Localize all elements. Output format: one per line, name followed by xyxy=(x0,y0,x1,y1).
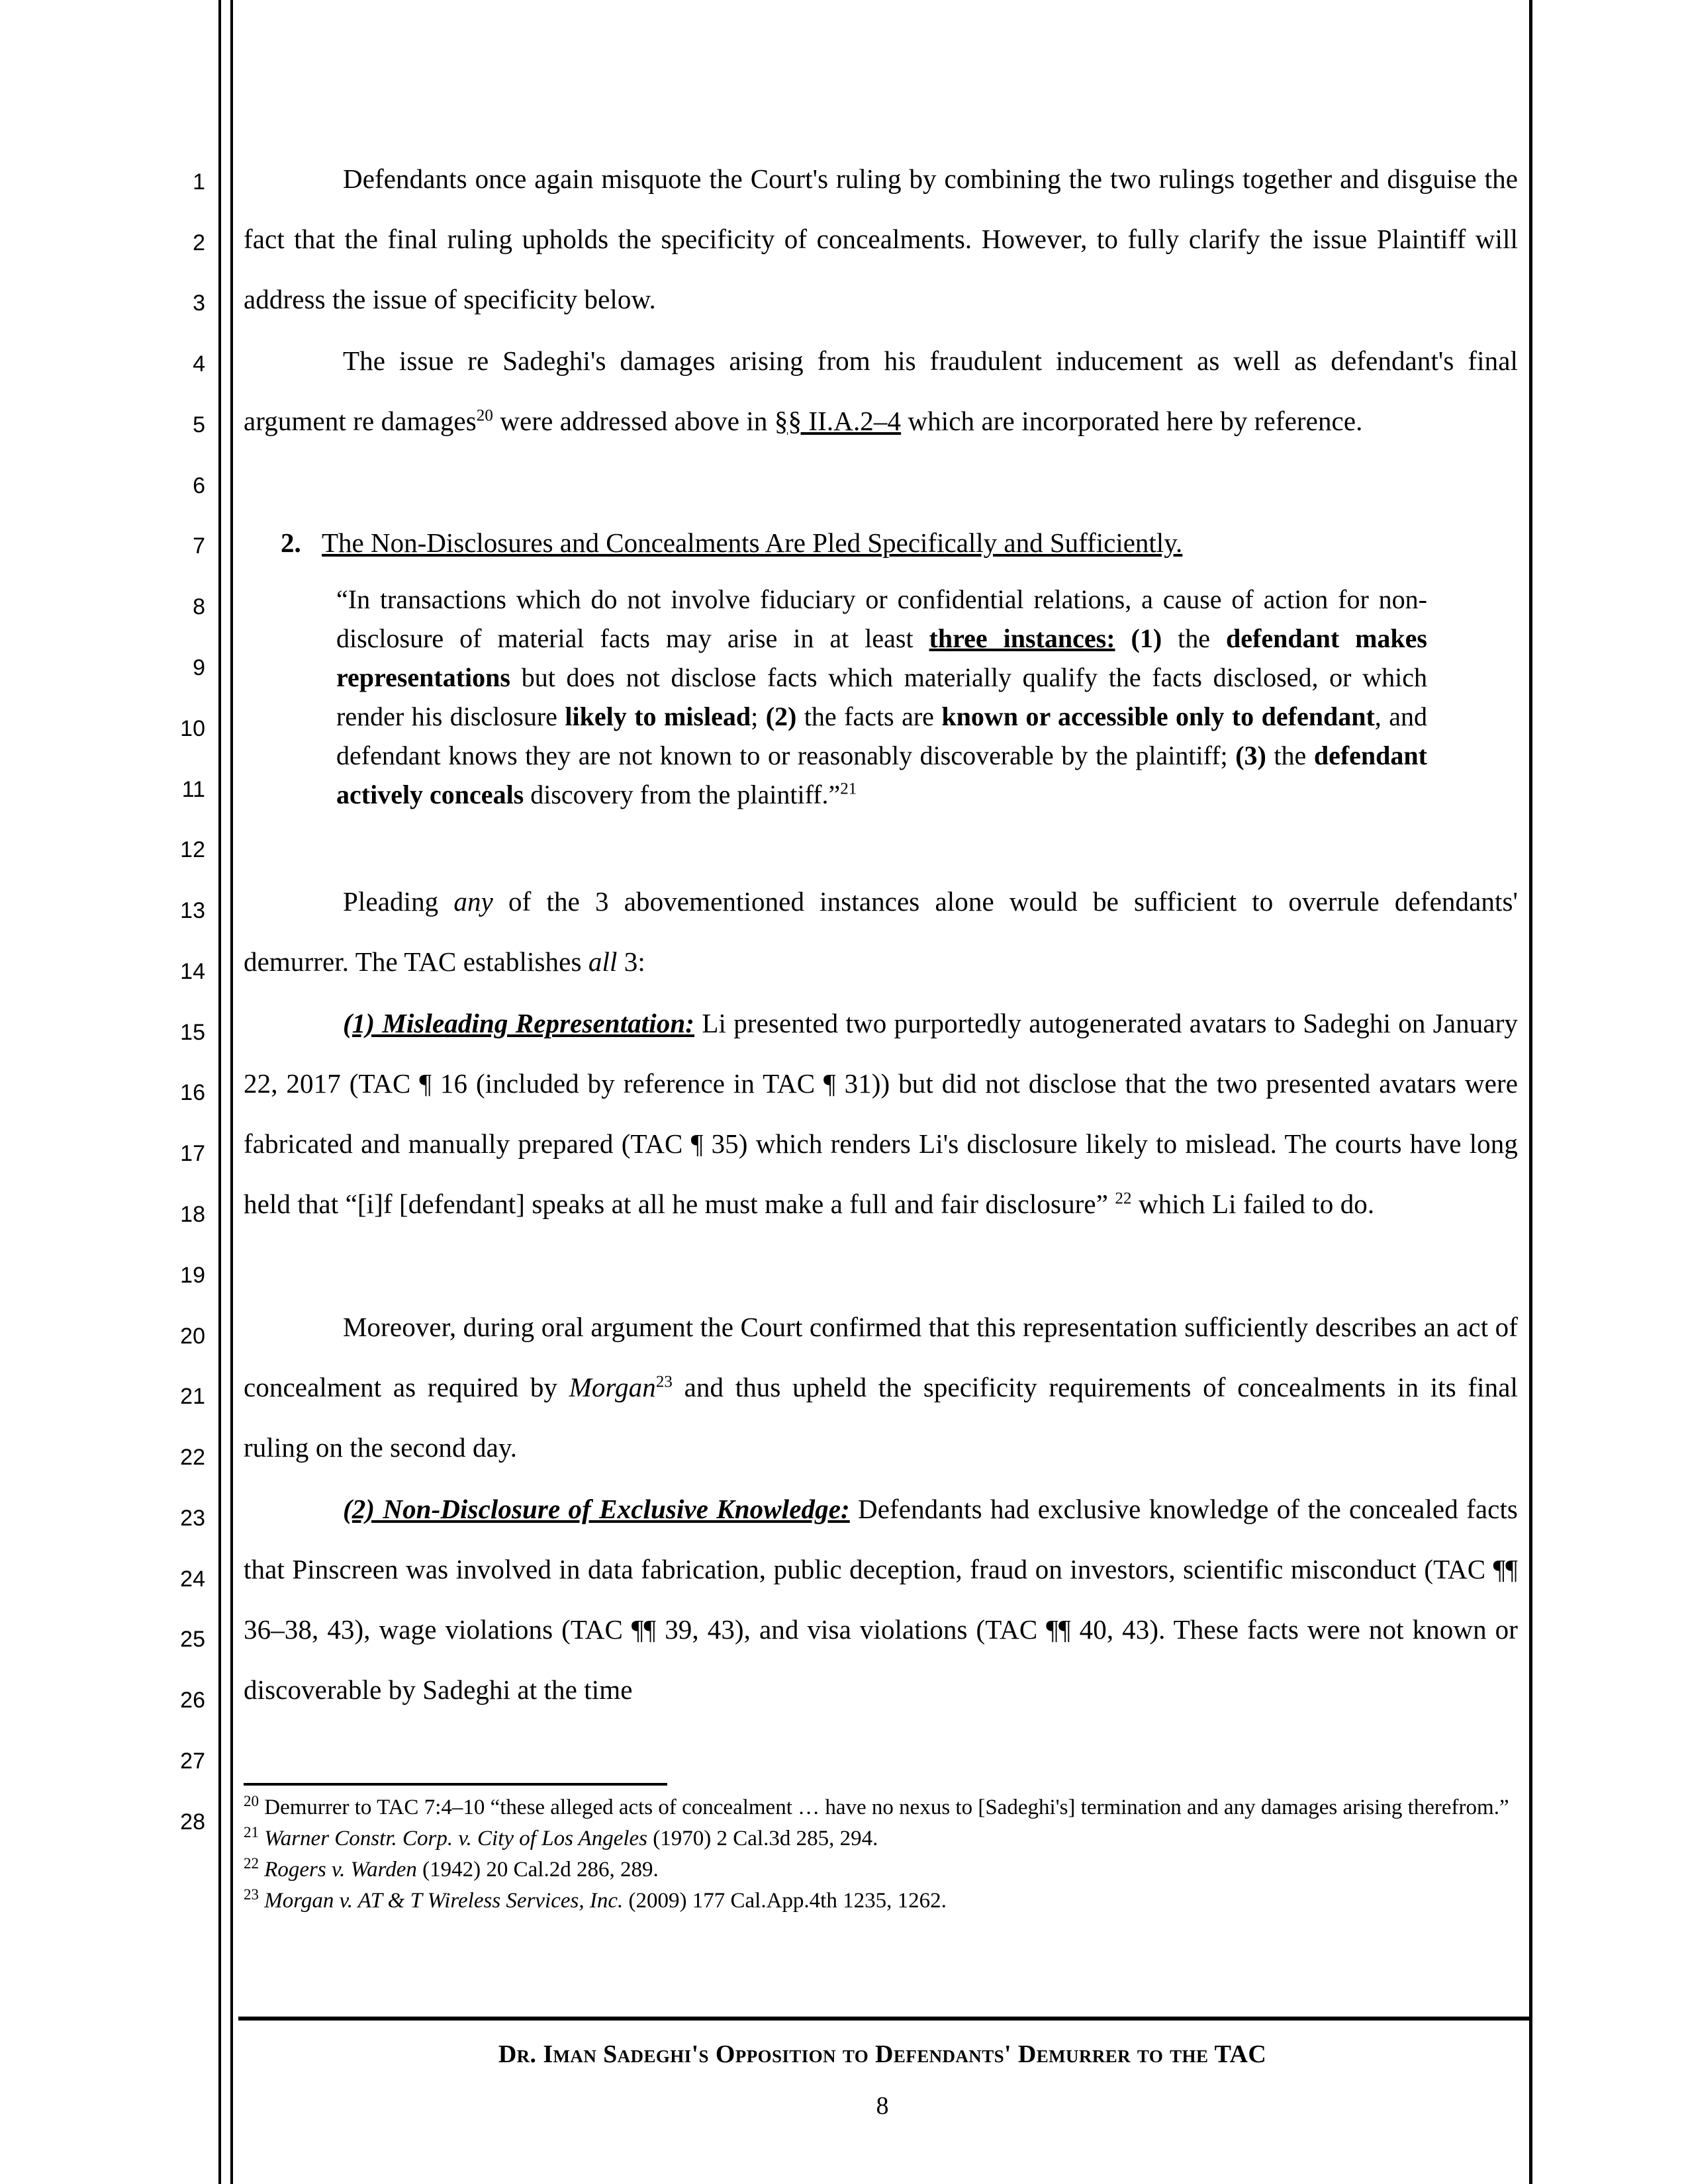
line-number: 4 xyxy=(193,351,205,377)
paragraph-text: Defendants had exclusive knowledge of the concealed facts that Pinscreen was involved in data fabrication, public deception, fraud on investors, scientific misconduct (TAC ¶¶ 36–38, 43), wage violations (TAC ¶¶ 39, 43), and visa violations (TAC ¶¶ 40, 43). These facts were not known or discoverable by Sadeghi at the time xyxy=(244,1494,1518,1705)
line-number: 17 xyxy=(180,1141,205,1166)
line-number: 3 xyxy=(193,291,205,316)
footnote-text: Demurrer to TAC 7:4–10 “these alleged acts of concealment … have no nexus to [Sadeghi's] termination and any damages arising therefrom.” xyxy=(264,1796,1509,1819)
footnote-23 xyxy=(244,1886,1521,1917)
quote-marker-2: (2) xyxy=(765,702,797,731)
paragraph-misleading-representation xyxy=(244,993,1518,1234)
quote-actively-conceals: defendant actively conceals xyxy=(336,741,1427,809)
line-number: 10 xyxy=(180,716,205,741)
quote-seg-1: “In transactions which do not involve fiduciary or confidential relations, a cause of action for non-disclosure of material facts may arise in at least xyxy=(336,584,1427,653)
quote-three-instances: three instances: xyxy=(929,623,1115,653)
section-cross-reference: §§ II.A.2–4 xyxy=(774,406,902,436)
quote-marker-1: (1) xyxy=(1115,623,1162,653)
paragraph-text-part3: 3: xyxy=(617,946,645,977)
line-number: 27 xyxy=(180,1749,205,1774)
footnote-citation: (2009) 177 Cal.App.4th 1235, 1262. xyxy=(623,1889,947,1913)
line-number: 22 xyxy=(180,1445,205,1470)
line-number: 28 xyxy=(180,1809,205,1835)
footer-page-number: 8 xyxy=(876,2092,889,2120)
case-name-morgan: Morgan xyxy=(569,1372,656,1402)
line-number: 25 xyxy=(180,1627,205,1652)
line-number: 26 xyxy=(180,1688,205,1713)
footer-document-title: Dr. Iman Sadeghi's Opposition to Defendants' Demurrer to the TAC xyxy=(498,2040,1267,2068)
line-number: 2 xyxy=(193,230,205,255)
footnote-marker: 20 xyxy=(244,1793,259,1809)
paragraph-defendants-misquote xyxy=(244,149,1518,330)
paragraph-non-disclosure-exclusive-knowledge xyxy=(244,1479,1518,1720)
quote-seg-14: the xyxy=(1266,741,1314,770)
line-number: 1 xyxy=(193,169,205,195)
footnote-case-name: Morgan v. AT & T Wireless Services, Inc. xyxy=(264,1889,624,1913)
paragraph-pleading-any xyxy=(244,872,1518,992)
footer-separator-rule xyxy=(238,2017,1529,2021)
line-number: 18 xyxy=(180,1202,205,1227)
quote-seg-4: the xyxy=(1162,623,1226,653)
line-number-gutter xyxy=(132,0,205,2184)
paragraph-moreover-oral-argument xyxy=(244,1297,1518,1478)
paragraph-text-part1: Pleading xyxy=(343,886,454,917)
line-number: 11 xyxy=(181,777,205,802)
line-number: 19 xyxy=(180,1263,205,1288)
footnote-reference-21[interactable]: 21 xyxy=(840,780,857,798)
subheading-non-disclosure-exclusive-knowledge: (2) Non-Disclosure of Exclusive Knowledge: xyxy=(343,1494,850,1524)
left-margin-rule-inner xyxy=(230,0,233,2184)
line-number: 5 xyxy=(193,412,205,437)
quote-likely-to-mislead: likely to mislead xyxy=(565,702,751,731)
left-margin-rule-outer xyxy=(218,0,221,2184)
line-number: 21 xyxy=(180,1384,205,1409)
quote-seg-12: , and defendant knows they are not known to or reasonably discoverable by the plaintiff; xyxy=(336,702,1427,770)
line-number: 6 xyxy=(193,473,205,498)
paragraph-text-part2: which Li failed to do. xyxy=(1131,1189,1375,1219)
footnote-22 xyxy=(244,1854,1521,1886)
footnote-reference-22[interactable]: 22 xyxy=(1115,1189,1132,1208)
line-number: 13 xyxy=(180,898,205,923)
quote-seg-16: discovery from the plaintiff.” xyxy=(524,780,841,809)
footnote-marker: 21 xyxy=(244,1824,259,1841)
paragraph-text-part2: and thus upheld the specificity requirements of concealments in its final ruling on the second day. xyxy=(244,1372,1519,1463)
line-number: 16 xyxy=(180,1080,205,1105)
paragraph-text-part1: The issue re Sadeghi's damages arising from his fraudulent inducement as well as defendant's final argument re damages xyxy=(244,345,1518,436)
heading-title: The Non-Disclosures and Concealments Are Pled Specifically and Sufficiently. xyxy=(322,527,1183,558)
footnote-citation: (1970) 2 Cal.3d 285, 294. xyxy=(647,1827,878,1850)
paragraph-text-part2: of the 3 abovementioned instances alone would be sufficient to overrule defendants' demurrer. The TAC establishes xyxy=(244,886,1518,977)
line-number: 24 xyxy=(180,1567,205,1592)
quote-seg-10: the facts are xyxy=(796,702,942,731)
line-number: 9 xyxy=(193,655,205,680)
line-number: 20 xyxy=(180,1324,205,1349)
line-number: 14 xyxy=(180,959,205,984)
line-number: 7 xyxy=(193,533,205,559)
paragraph-text-part1: Moreover, during oral argument the Court confirmed that this representation sufficiently describes an act of concealment as required by xyxy=(244,1312,1518,1402)
quote-marker-3: (3) xyxy=(1235,741,1266,770)
footnote-reference-20[interactable]: 20 xyxy=(476,406,493,425)
paragraph-sadeghi-damages xyxy=(244,331,1518,451)
footnote-separator-rule xyxy=(244,1783,667,1786)
heading-number: 2. xyxy=(281,527,301,558)
emphasis-all: all xyxy=(588,946,618,977)
quote-known-accessible-only: known or accessible only to defendant xyxy=(941,702,1375,731)
line-number: 15 xyxy=(180,1020,205,1045)
quote-seg-8: ; xyxy=(751,702,766,731)
footnote-block xyxy=(244,1792,1521,1917)
emphasis-any: any xyxy=(453,886,493,917)
paragraph-text-part2: were addressed above in xyxy=(492,406,774,436)
footnote-citation: (1942) 20 Cal.2d 286, 289. xyxy=(416,1858,659,1882)
section-heading-2 xyxy=(244,513,1518,573)
footnote-case-name: Warner Constr. Corp. v. City of Los Angeles xyxy=(264,1827,648,1850)
paragraph-text-part1: Li presented two purportedly autogenerated avatars to Sadeghi on January 22, 2017 (TAC ¶ 16 (included by reference in TAC ¶ 31)) but did not disclose that the two presented avatars were fabricated and manually prepared (TAC ¶ 35) which renders Li's disclosure likely to mislead. The courts have long held that “[i]f [defendant] speaks at all he must make a full and fair disclosure” xyxy=(244,1008,1518,1219)
block-quotation-warner xyxy=(336,580,1427,814)
footnote-20 xyxy=(244,1792,1521,1823)
quote-seg-6: but does not disclose facts which materially qualify the facts disclosed, or which render his disclosure xyxy=(336,662,1427,731)
footnote-reference-23[interactable]: 23 xyxy=(655,1373,673,1391)
subheading-misleading-representation: (1) Misleading Representation: xyxy=(343,1008,695,1038)
line-number: 23 xyxy=(180,1506,205,1531)
footnote-marker: 22 xyxy=(244,1855,259,1872)
footnote-marker: 23 xyxy=(244,1886,259,1903)
line-number: 12 xyxy=(180,837,205,862)
line-number: 8 xyxy=(193,594,205,619)
quote-defendant-makes-representations: defendant makes representations xyxy=(336,623,1428,692)
paragraph-text: Defendants once again misquote the Court's ruling by combining the two rulings together and disguise the fact that the final ruling upholds the specificity of concealments. However, to fully clarify the issue Plaintiff will address the issue of specificity below. xyxy=(244,163,1518,314)
footnote-case-name: Rogers v. Warden xyxy=(264,1858,417,1882)
paragraph-text-part3: which are incorporated here by reference. xyxy=(901,406,1363,436)
footnote-21 xyxy=(244,1823,1521,1854)
right-margin-rule xyxy=(1529,0,1532,2184)
